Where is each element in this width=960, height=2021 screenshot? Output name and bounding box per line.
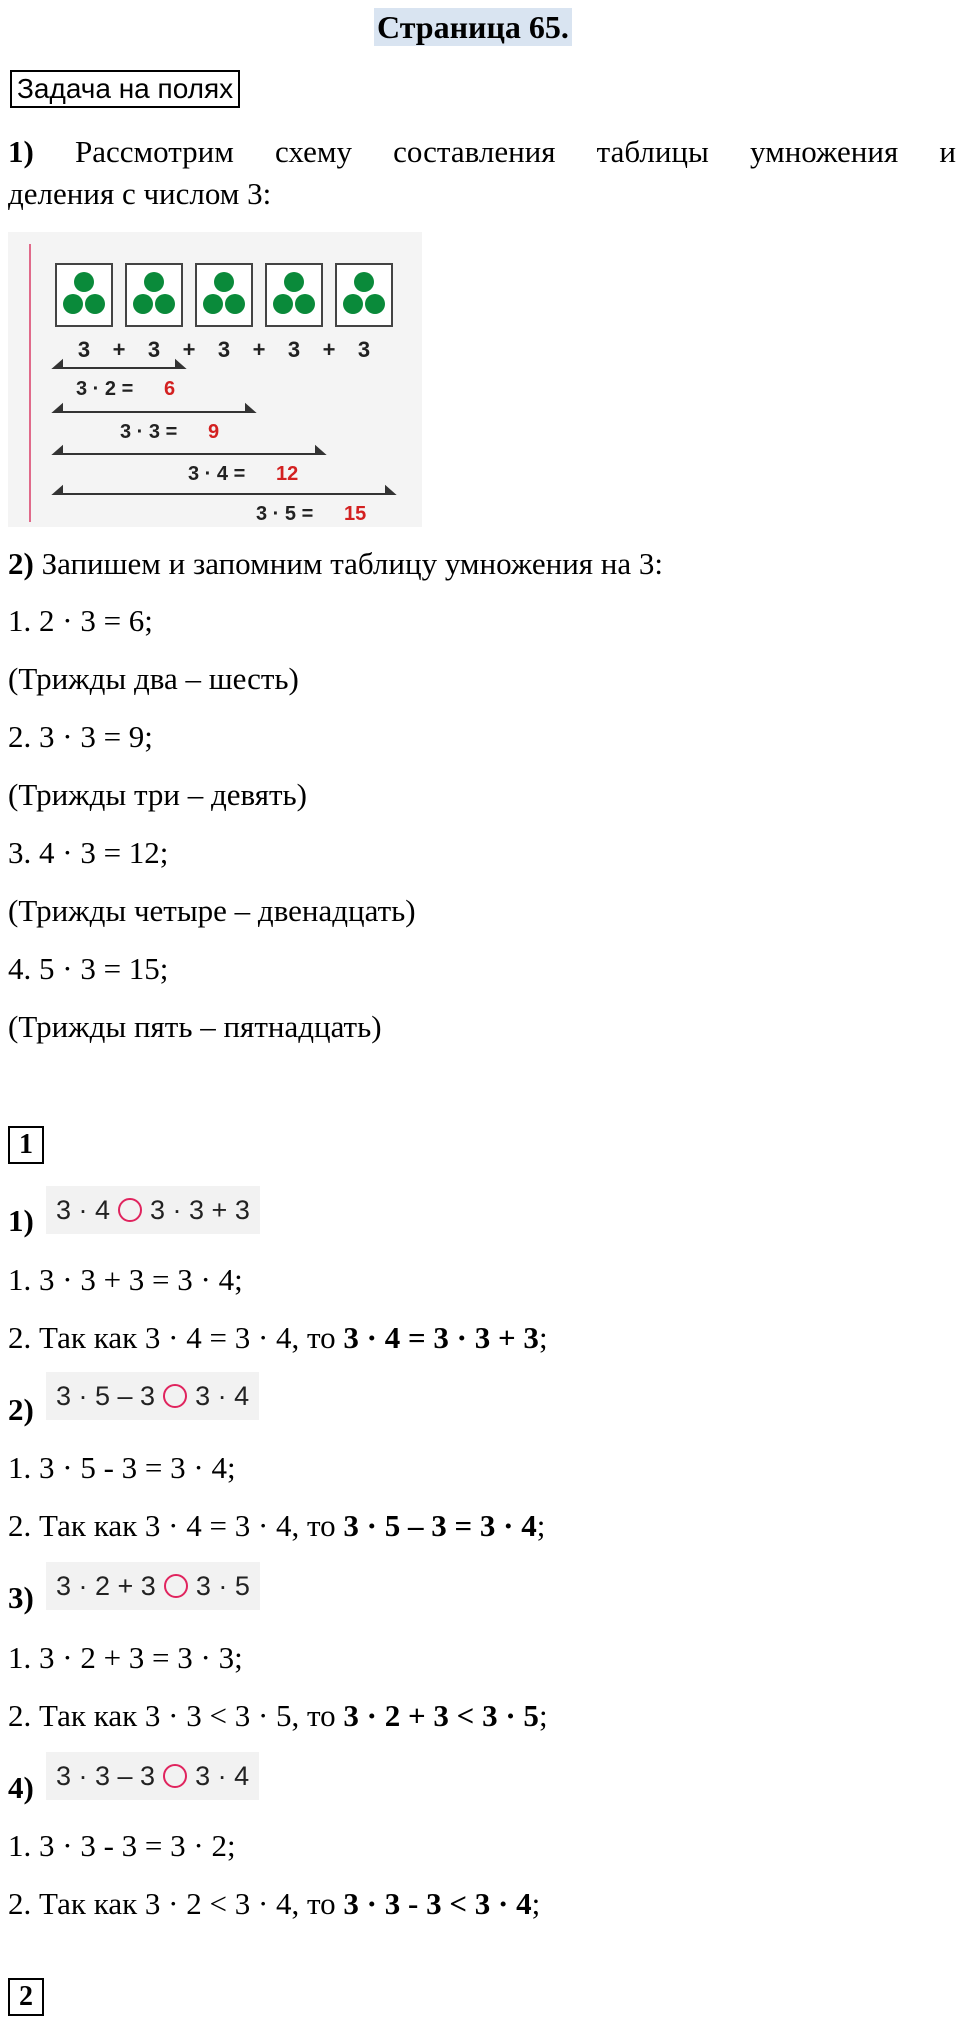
expr-left: 3 · 3 – 3 — [56, 1761, 156, 1791]
conclusion-text: 2. Так как 3 · 2 < 3 · 4, то — [8, 1886, 344, 1921]
item-number: 4) — [8, 1770, 34, 1805]
task-number-2: 2 — [8, 1978, 44, 2016]
row-expression: 3 · 3 = — [120, 421, 178, 443]
sum-term: 3 — [217, 337, 231, 362]
margin-task-paragraph-2 — [8, 546, 663, 582]
sum-plus: + — [252, 337, 266, 362]
expr-right: 3 · 5 — [195, 1571, 250, 1601]
table-line-reading: (Трижды два – шесть) — [8, 661, 299, 696]
sum-plus: + — [322, 337, 336, 362]
item-number: 2) — [8, 1392, 34, 1427]
expr-left: 3 · 5 – 3 — [56, 1381, 156, 1411]
conclusion-text: 2. Так как 3 · 4 = 3 · 4, то — [8, 1320, 344, 1355]
sum-term: 3 — [77, 337, 91, 362]
table-line-reading: (Трижды четыре – двенадцать) — [8, 893, 416, 928]
solution-line: 1. 3 · 3 + 3 = 3 · 4; — [8, 1262, 243, 1297]
dot-group-3 — [196, 264, 252, 326]
dot-group-1 — [56, 264, 112, 326]
solution-line: 1. 3 · 2 + 3 = 3 · 3; — [8, 1640, 243, 1675]
conclusion-answer: 3 · 3 - 3 < 3 · 4 — [343, 1886, 532, 1921]
table-line: 1. 2 · 3 = 6; — [8, 603, 153, 638]
row-expression: 3 · 4 = — [188, 463, 246, 485]
expr-left: 3 · 4 — [56, 1195, 111, 1225]
table-line: 3. 4 · 3 = 12; — [8, 835, 169, 870]
conclusion-line — [8, 1886, 540, 1922]
multiplication-scheme-svg — [8, 232, 422, 527]
compare-circle-icon — [163, 1764, 187, 1788]
row-result: 15 — [344, 503, 367, 525]
sum-plus: + — [182, 337, 196, 362]
conclusion-answer: 3 · 4 = 3 · 3 + 3 — [343, 1320, 539, 1355]
conclusion-line — [8, 1320, 548, 1356]
table-line-reading: (Трижды пять – пятнадцать) — [8, 1009, 382, 1044]
conclusion-text: 2. Так как 3 · 4 = 3 · 4, то — [8, 1508, 344, 1543]
comparison-expression — [46, 1752, 259, 1800]
conclusion-text: 2. Так как 3 · 3 < 3 · 5, то — [8, 1698, 344, 1733]
dot-group-5 — [336, 264, 392, 326]
row-expression: 3 · 2 = — [76, 378, 134, 400]
item-number: 1) — [8, 134, 34, 169]
row-result: 12 — [276, 463, 299, 485]
conclusion-line — [8, 1508, 545, 1544]
sum-term: 3 — [287, 337, 301, 362]
conclusion-end: ; — [536, 1508, 546, 1543]
sum-plus: + — [112, 337, 126, 362]
table-line: 2. 3 · 3 = 9; — [8, 719, 153, 754]
expr-right: 3 · 3 + 3 — [150, 1195, 250, 1225]
conclusion-end: ; — [538, 1320, 548, 1355]
row-expression: 3 · 5 = — [256, 503, 314, 525]
margin-task-label: Задача на полях — [10, 70, 240, 108]
solution-line: 1. 3 · 3 - 3 = 3 · 2; — [8, 1828, 236, 1863]
sum-term: 3 — [147, 337, 161, 362]
item-number: 2) — [8, 546, 34, 581]
task-number-1: 1 — [8, 1126, 44, 1164]
paragraph-text-continued: деления с числом 3: — [8, 176, 272, 211]
item-number: 1) — [8, 1203, 34, 1238]
conclusion-end: ; — [538, 1698, 548, 1733]
table-line: 4. 5 · 3 = 15; — [8, 951, 169, 986]
row-result: 9 — [208, 421, 220, 443]
conclusion-answer: 3 · 5 – 3 = 3 · 4 — [343, 1508, 537, 1543]
compare-circle-icon — [118, 1198, 142, 1222]
paragraph-text: Запишем и запомним таблицу умножения на 3: — [33, 546, 664, 581]
compare-circle-icon — [163, 1384, 187, 1408]
expr-right: 3 · 4 — [195, 1761, 250, 1791]
expr-left: 3 · 2 + 3 — [56, 1571, 156, 1601]
conclusion-end: ; — [531, 1886, 541, 1921]
comparison-expression — [46, 1186, 260, 1234]
paragraph-text: Рассмотрим схему составления таблицы умножения и — [75, 134, 956, 169]
item-number: 3) — [8, 1580, 34, 1615]
conclusion-answer: 3 · 2 + 3 < 3 · 5 — [343, 1698, 539, 1733]
page-title: Страница 65. — [374, 8, 572, 46]
conclusion-line — [8, 1698, 548, 1734]
row-result: 6 — [164, 378, 176, 400]
comparison-expression — [46, 1372, 259, 1420]
dot-group-4 — [266, 264, 322, 326]
comparison-expression — [46, 1562, 260, 1610]
solution-line: 1. 3 · 5 - 3 = 3 · 4; — [8, 1450, 236, 1485]
expr-right: 3 · 4 — [195, 1381, 250, 1411]
multiplication-scheme-figure — [8, 232, 422, 527]
compare-circle-icon — [164, 1574, 188, 1598]
margin-task-paragraph-1 — [8, 134, 956, 170]
dot-group-2 — [126, 264, 182, 326]
sum-term: 3 — [357, 337, 371, 362]
table-line-reading: (Трижды три – девять) — [8, 777, 307, 812]
